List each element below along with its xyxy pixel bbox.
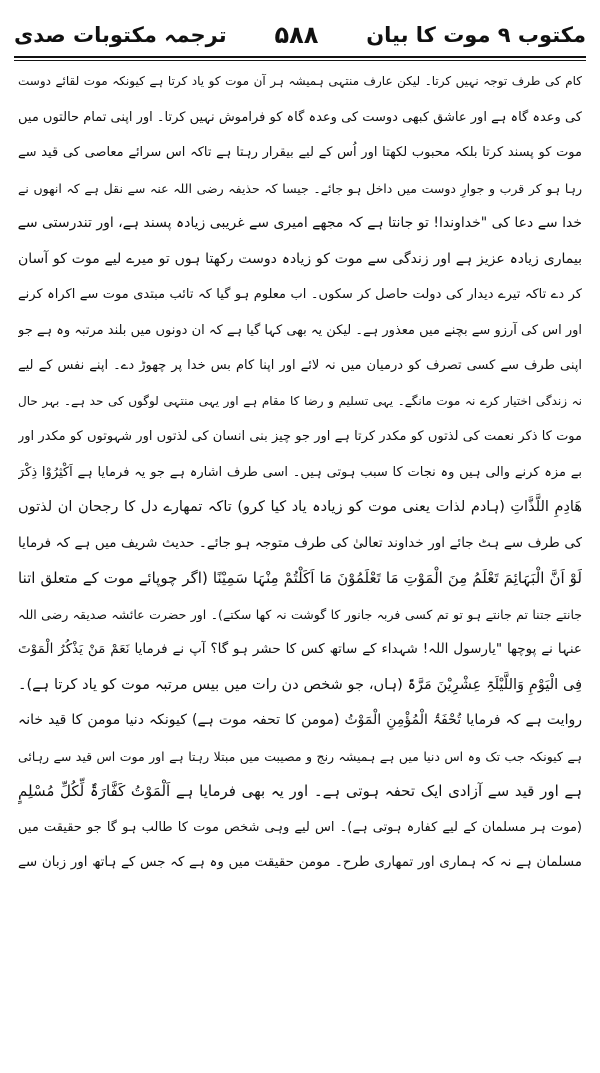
text-line: ہے اور قید سے آزادی ایک تحفہ ہوتی ہے۔ اور یہ بھی فرمایا ہے اَلْمَوْتُ کَفَّارَۃٌ لِّکُلِّ مُسْلِمٍ (18, 782, 582, 800)
running-header (14, 14, 586, 56)
text-line: نہ زندگی اختیار کرے نہ موت مانگے۔ یہی تسلیم و رضا کا مقام ہے اور یہی منتہی لوگوں کی حد ہے۔ بہر حال (18, 393, 582, 408)
text-line: موت کا ذکر نعمت کی لذتوں کو مکدر کرتا ہے اور جو چیز بنی انسان کی لذتوں اور شہوتوں کو مکدر اور (18, 429, 582, 444)
body-text (18, 64, 582, 1064)
book-title: ترجمہ مکتوبات صدی (14, 23, 227, 47)
page-number: ۵۸۸ (274, 21, 319, 49)
text-line: کام کی طرف توجہ نہیں کرتا۔ لیکن عارف منتہی ہمیشہ ہر آن موت کو یاد کرتا ہے کیونکہ موت لقائے دوست (18, 74, 582, 88)
text-line: جانتے جتنا تم جانتے ہو تو تم کسی فربہ جانور کا گوشت نہ کھا سکتے)۔ اور حضرت عائشہ صدیقہ رضی اللہ (18, 606, 582, 622)
chapter-title: مکتوب ۹ موت کا بیان (366, 23, 586, 47)
text-line: رہا ہو کر قرب و جوارِ دوست میں داخل ہو جائے۔ جیسا کہ حذیفہ رضی اللہ عنہ سے نقل ہے کہ انھوں نے (18, 180, 582, 196)
text-line: کی طرف سے ہٹ جائے اور خداوند تعالیٰ کی طرف متوجہ ہو جائے۔ حدیث شریف میں ہے کہ فرمایا (18, 534, 582, 551)
text-line: مسلمان ہے نہ کہ ہماری اور تمھاری طرح۔ مومن حقیقت میں وہ ہے کہ جس کے ہاتھ اور زبان سے (18, 854, 582, 870)
text-line: کر دے تاکہ تیرے دیدار کی دولت حاصل کر سکوں۔ اب معلوم ہو گیا کہ تائب مبتدی موت سے اکراہ کرنے (18, 287, 582, 302)
text-line: ہے کیونکہ جب تک وہ اس دنیا میں ہے ہمیشہ رنج و مصیبت میں مبتلا رہتا ہے اور موت اس قید سے رہائی (18, 748, 582, 764)
text-line: لَوْ اَنَّ الْبَہَائِمَ تَعْلَمُ مِنَ الْمَوْتِ مَا تَعْلَمُوْنَ مَا اَکَلْتُمْ مِنْہَا سَمِیْنًا (اگر چوپائے موت کے متعلق اتنا (18, 569, 582, 587)
text-line: بے مزہ کرنے والی ہیں وہ نجات کا سبب ہوتی ہیں۔ اسی طرف اشارہ ہے جو یہ فرمایا ہے اَکْثِرُوْا ذِکْرَ (18, 464, 582, 480)
text-line: اور اس کی آرزو سے بچنے میں معذور ہے۔ لیکن یہ بھی کہا گیا ہے کہ ان دونوں میں بلند مرتبہ وہ ہے جو (18, 322, 582, 338)
text-line: روایت ہے کہ فرمایا تُحْفَۃُ الْمُؤْمِنِ الْمَوْتُ (مومن کا تحفہ موت ہے) کیونکہ دنیا مومن کا قید خانہ (18, 712, 582, 728)
text-line: کی وعدہ گاہ ہے اور عاشق کبھی دوست کی وعدہ گاہ کو فراموش نہیں کرتا۔ اور اپنی تمام حالتوں میں (18, 109, 582, 125)
text-line: (موت ہر مسلمان کے لیے کفارہ ہوتی ہے)۔ اس لیے وہی شخص موت کا طالب ہو گا جو حقیقت میں (18, 819, 582, 835)
text-line: اپنی طرف سے کسی تصرف کو درمیان میں نہ لائے اور اپنا کام بس خدا پر چھوڑ دے۔ اپنے نفس کے لیے (18, 358, 582, 373)
text-line: خدا سے دعا کی "خداوندا! تو جانتا ہے کہ مجھے امیری سے غریبی زیادہ پسند ہے، اور تندرستی سے (18, 215, 582, 231)
header-divider-thin (14, 60, 586, 61)
text-line: موت کو پسند کرتا بلکہ محبوب لکھتا اور اُس کے لیے بیقرار رہتا ہے تاکہ اس سرائے معاصی کی قید سے (18, 145, 582, 160)
text-line: بیماری زیادہ عزیز ہے اور زندگی سے موت کو زیادہ دوست رکھتا ہوں تو میرے لیے موت کو آسان (18, 250, 582, 267)
text-line: عنہا نے پوچھا "یارسول اللہ! شہداء کے ساتھ کس کا حشر ہو گا؟ آپ نے فرمایا نَعَمْ مَنْ یَذْکُرُ الْمَوْتَ (18, 641, 582, 657)
text-line: ھَادِمِ اللَّذَّاتِ (ہادم لذات یعنی موت کو زیادہ یاد کیا کرو) تاکہ تمھارے دل کا رجحان ان لذتوں (18, 499, 582, 515)
header-divider (14, 56, 586, 58)
text-line: فِی الْیَوْمِ وَاللَّیْلَۃِ عِشْرِیْنَ مَرَّۃً (ہاں، جو شخص دن رات میں بیس مرتبہ موت کو یاد کرتا ہے)۔ (18, 676, 582, 693)
